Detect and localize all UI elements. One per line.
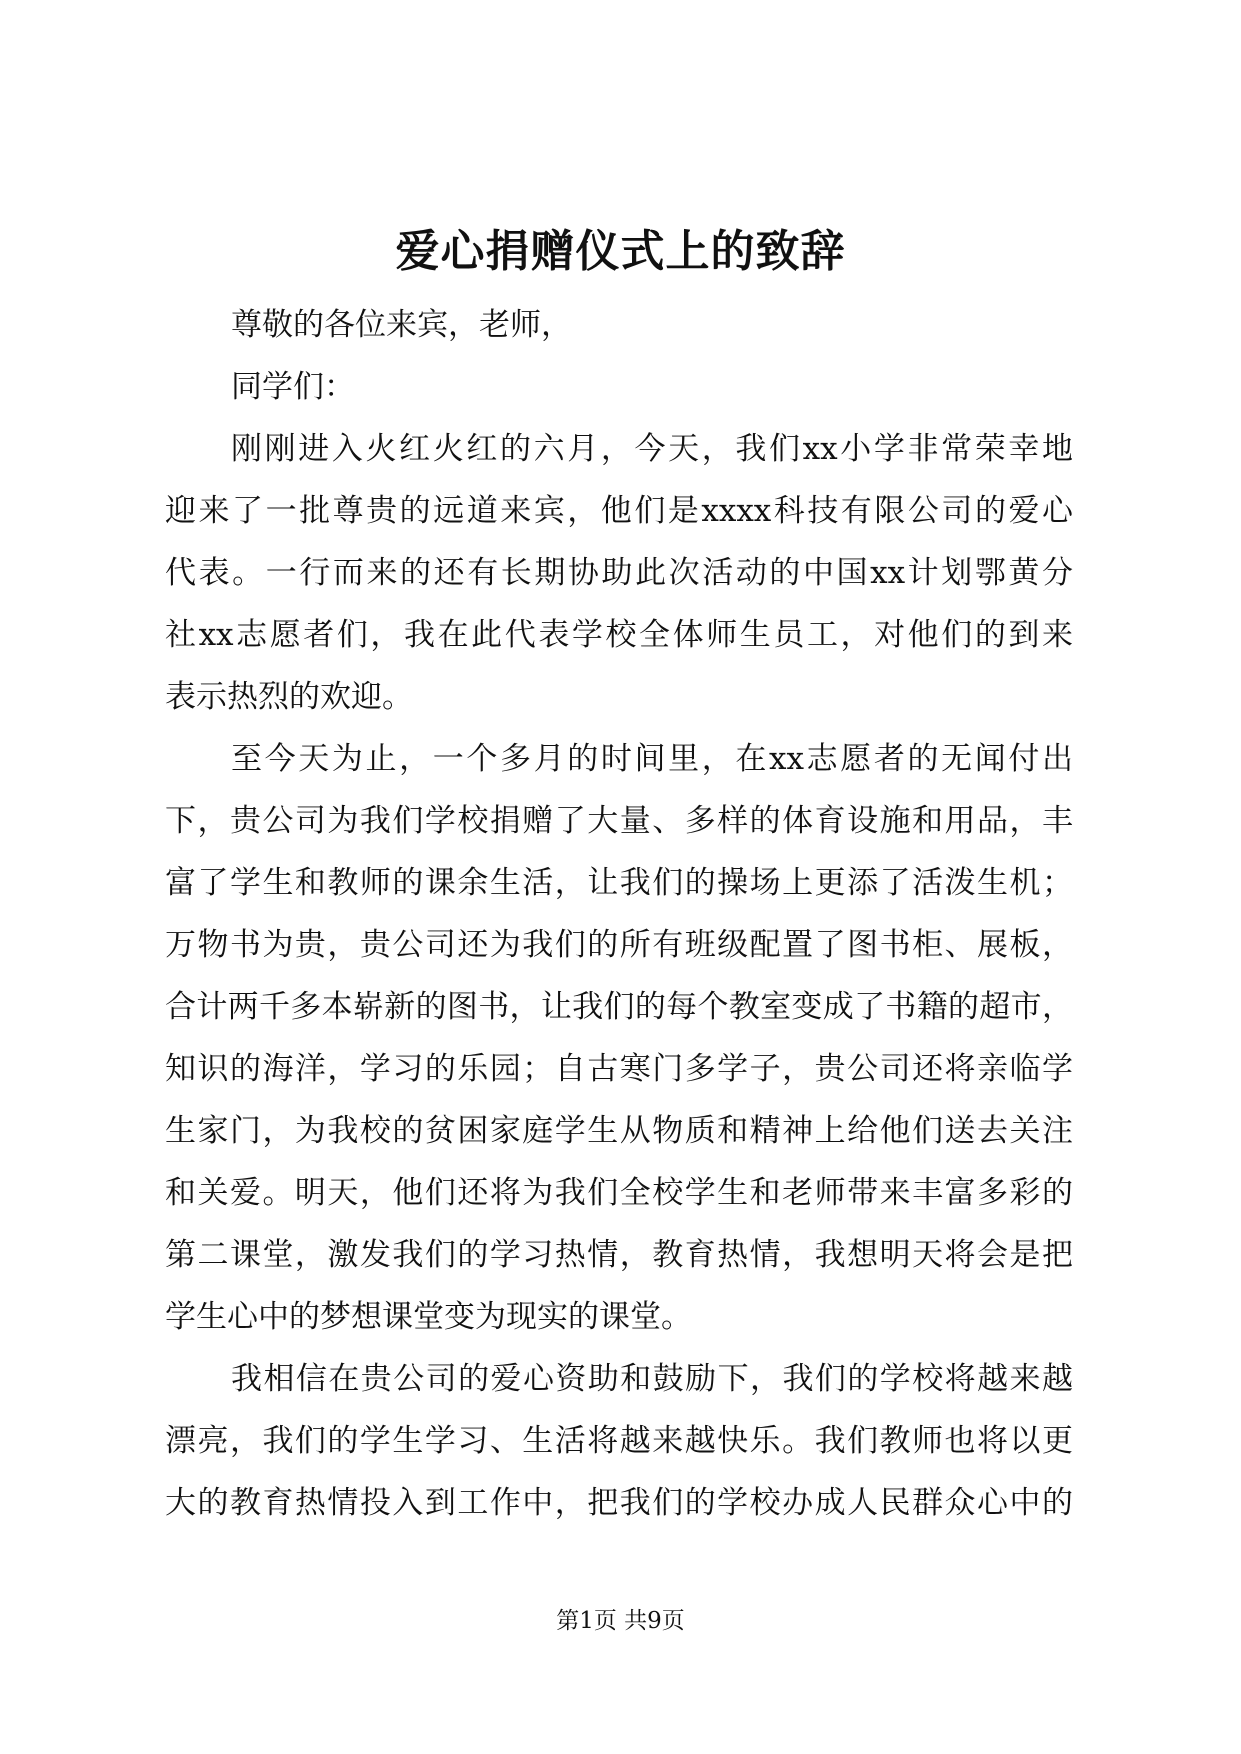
body-line: 代表。一行而来的还有长期协助此次活动的中国xx计划鄂黄分	[165, 555, 1073, 591]
body-line: 同学们：	[231, 369, 355, 405]
body-line: 第二课堂，激发我们的学习热情，教育热情，我想明天将会是把	[165, 1237, 1073, 1273]
body-line: 合计两千多本崭新的图书，让我们的每个教室变成了书籍的超市，	[165, 989, 1073, 1025]
body-line: 万物书为贵，贵公司还为我们的所有班级配置了图书柜、展板，	[165, 927, 1073, 963]
document-title: 爱心捐赠仪式上的致辞	[395, 226, 846, 277]
body-line: 富了学生和教师的课余生活，让我们的操场上更添了活泼生机；	[165, 865, 1073, 901]
body-line: 知识的海洋，学习的乐园；自古寒门多学子，贵公司还将亲临学	[165, 1051, 1073, 1087]
body-line: 我相信在贵公司的爱心资助和鼓励下，我们的学校将越来越	[231, 1361, 1073, 1397]
body-line: 迎来了一批尊贵的远道来宾，他们是xxxx科技有限公司的爱心	[165, 493, 1073, 529]
body-line: 漂亮，我们的学生学习、生活将越来越快乐。我们教师也将以更	[165, 1423, 1073, 1459]
body-line: 社xx志愿者们，我在此代表学校全体师生员工，对他们的到来	[165, 617, 1073, 653]
body-line: 表示热烈的欢迎。	[165, 679, 413, 715]
page-number: 第1页 共9页	[556, 1608, 685, 1634]
body-line: 至今天为止，一个多月的时间里，在xx志愿者的无闻付出	[231, 741, 1073, 777]
body-line: 生家门，为我校的贫困家庭学生从物质和精神上给他们送去关注	[165, 1113, 1073, 1149]
body-line: 学生心中的梦想课堂变为现实的课堂。	[165, 1299, 692, 1335]
body-line: 和关爱。明天，他们还将为我们全校学生和老师带来丰富多彩的	[165, 1175, 1073, 1211]
document-body	[165, 294, 1073, 1534]
body-line: 大的教育热情投入到工作中，把我们的学校办成人民群众心中的	[165, 1485, 1073, 1521]
body-line: 下，贵公司为我们学校捐赠了大量、多样的体育设施和用品，丰	[165, 803, 1073, 839]
body-line: 刚刚进入火红火红的六月，今天，我们xx小学非常荣幸地	[231, 431, 1073, 467]
body-line: 尊敬的各位来宾，老师，	[231, 307, 572, 343]
